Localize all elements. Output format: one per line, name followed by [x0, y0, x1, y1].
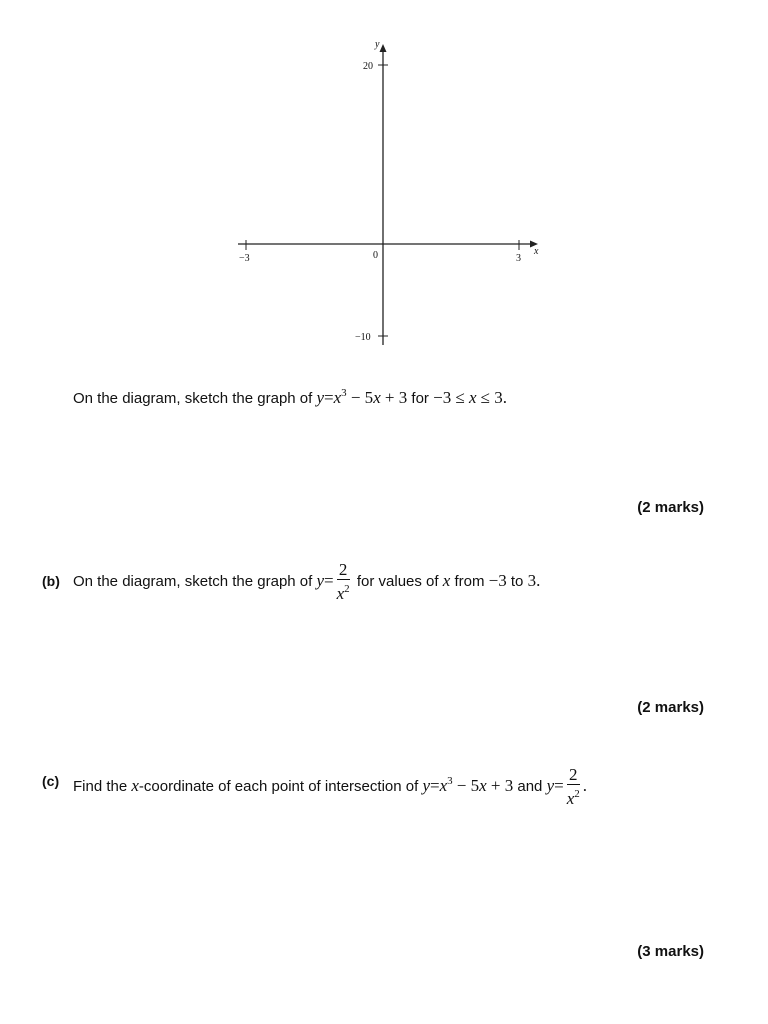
- part-b-text-middle: for values of: [356, 573, 439, 590]
- part-c-frac-den-var: x: [566, 789, 575, 809]
- part-b-eq-sign: =: [324, 571, 334, 590]
- part-a-eq-x: x: [333, 388, 342, 407]
- y-axis-arrowhead: [380, 44, 387, 52]
- part-c-eq-sign: =: [429, 776, 440, 795]
- part-b-frac-num: 2: [338, 560, 348, 580]
- part-c-marks: (3 marks): [637, 943, 704, 960]
- part-b-question: [73, 556, 540, 607]
- part-c-and: and: [517, 778, 543, 795]
- part-c-eq-exp: 3: [447, 775, 453, 787]
- part-c-eq-rest: − 5: [456, 776, 480, 795]
- part-a-range-var: x: [468, 388, 477, 407]
- x-tick-label-right: 3: [516, 253, 521, 264]
- part-b-to: to: [510, 573, 524, 590]
- part-a-question: [73, 383, 507, 409]
- part-a-eq-const: + 3: [384, 388, 408, 407]
- part-b-from-value: −3: [488, 571, 507, 590]
- part-c-eq-x: x: [439, 776, 448, 795]
- part-b-to-value: 3.: [527, 571, 541, 590]
- part-a-marks: (2 marks): [637, 499, 704, 516]
- part-c-frac-den-exp: 2: [574, 788, 580, 801]
- part-a-for: for: [411, 390, 429, 407]
- part-b-frac-den: [337, 580, 350, 603]
- part-c-question: [73, 756, 587, 812]
- part-a-eq-sign: =: [324, 388, 334, 407]
- part-c-text: Find the: [73, 778, 128, 795]
- y-axis-label: y: [375, 39, 380, 50]
- origin-label: 0: [373, 250, 378, 261]
- part-c-frac-den: [567, 785, 580, 808]
- part-a-eq-x2: x: [373, 388, 381, 407]
- part-b-var: x: [442, 571, 451, 590]
- part-c-eq2-sign: =: [554, 776, 564, 795]
- x-axis-label: x: [534, 246, 539, 257]
- part-b-fraction: [337, 561, 350, 603]
- part-b-from: from: [454, 573, 485, 590]
- y-tick-label-bottom: −10: [355, 332, 371, 343]
- part-c-text-middle: -coordinate of each point of intersection of: [138, 778, 419, 795]
- part-c-frac-num: 2: [568, 765, 578, 785]
- axes-diagram: [0, 0, 768, 360]
- x-tick-label-left: −3: [239, 253, 250, 264]
- part-c-eq-const: + 3: [490, 776, 514, 795]
- part-a-range-end: ≤ 3.: [480, 388, 508, 407]
- part-c-eq-x2: x: [479, 776, 487, 795]
- part-c-eq-lhs: y: [422, 776, 430, 795]
- part-b-marks: (2 marks): [637, 699, 704, 716]
- part-c-eq2-lhs: y: [546, 776, 555, 795]
- part-b-frac-den-var: x: [336, 584, 345, 604]
- part-c-label: (c): [42, 773, 60, 789]
- part-b-text: On the diagram, sketch the graph of: [73, 573, 313, 590]
- part-c-fraction: [567, 766, 580, 808]
- part-a-eq-exp: 3: [341, 387, 347, 399]
- part-c-var: x: [131, 776, 139, 795]
- part-a-range-start: −3 ≤: [433, 388, 465, 407]
- part-b-eq-lhs: y: [316, 571, 325, 590]
- part-b-frac-den-exp: 2: [344, 583, 350, 596]
- part-a-text: On the diagram, sketch the graph of: [73, 390, 313, 407]
- y-tick-label-top: 20: [363, 61, 373, 72]
- part-a-eq-lhs: y: [316, 388, 325, 407]
- part-c-end-punct: .: [582, 776, 588, 795]
- part-a-eq-rest: − 5: [350, 388, 374, 407]
- part-b-label: (b): [42, 573, 60, 589]
